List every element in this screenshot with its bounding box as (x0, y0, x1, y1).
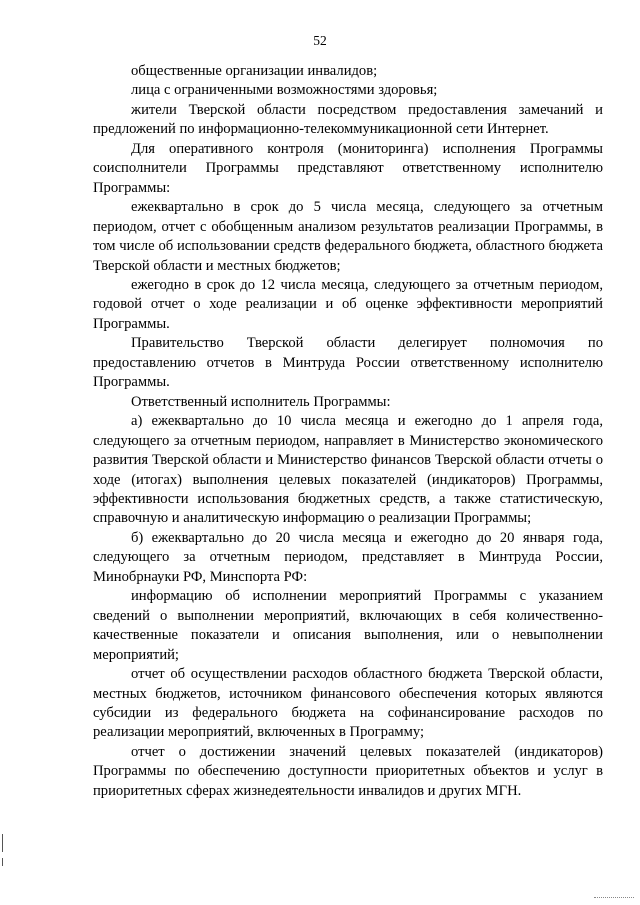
scan-corner-dots (594, 897, 634, 902)
scan-margin-mark (2, 834, 3, 852)
scan-margin-mark (2, 858, 3, 866)
paragraph: общественные организации инвалидов; (131, 63, 378, 79)
document-body (93, 62, 603, 801)
paragraph: жители Тверской области посредством предоставления замечаний и предложений по информационно-телекоммуникационной сети Интернет. (93, 101, 603, 138)
paragraph: отчет о достижении значений целевых показателей (индикаторов) Программы по обеспечению доступности приоритетных объектов и услуг в приоритетных сферах жизнедеятельности инвалидов и других МГН. (93, 743, 603, 799)
paragraph: б) ежеквартально до 20 числа месяца и ежегодно до 20 января года, следующего за отчетным периодом, представляет в Минтруда России, Минобрнауки РФ, Минспорта РФ: (93, 529, 603, 585)
paragraph: Для оперативного контроля (мониторинга) исполнения Программы соисполнители Программы представляют ответственному исполнителю Программы: (93, 140, 603, 196)
paragraph: Правительство Тверской области делегирует полномочия по предоставлению отчетов в Минтруда России ответственному исполнителю Программы. (93, 335, 603, 391)
page-number: 52 (313, 33, 327, 48)
paragraph: Ответственный исполнитель Программы: (131, 393, 391, 410)
paragraph: отчет об осуществлении расходов областного бюджета Тверской области, местных бюджетов, источником финансового обеспечения которых являются субсидии из федерального бюджета на софинансирование расходов по реализации мероприятий, включенных в Программу; (93, 666, 603, 741)
paragraph: ежеквартально в срок до 5 числа месяца, следующего за отчетным периодом, отчет с обобщенным анализом результатов реализации Программы, в том числе об использовании средств федерального бюджета, областного бюджета Тверской области и местных бюджетов; (93, 199, 603, 274)
paragraph: информацию об исполнении мероприятий Программы с указанием сведений о выполнении мероприятий, включающих в себя количественно-качественные показатели и описания выполнения, или о невыполнении мероприятий; (93, 588, 603, 663)
paragraph: а) ежеквартально до 10 числа месяца и ежегодно до 1 апреля года, следующего за отчетным периодом, направляет в Министерство экономического развития Тверской области и Министерство финансов Тверской области отчеты о ходе (итогах) выполнения целевых показателей (индикаторов) Программы, эффективности использования бюджетных средств, а также статистическую, справочную и аналитическую информацию о реализации Программы; (93, 413, 603, 527)
paragraph: лица с ограниченными возможностями здоровья; (131, 82, 438, 99)
paragraph: ежегодно в срок до 12 числа месяца, следующего за отчетным периодом, годовой отчет о ходе реализации и об оценке эффективности мероприятий Программы. (93, 276, 603, 332)
